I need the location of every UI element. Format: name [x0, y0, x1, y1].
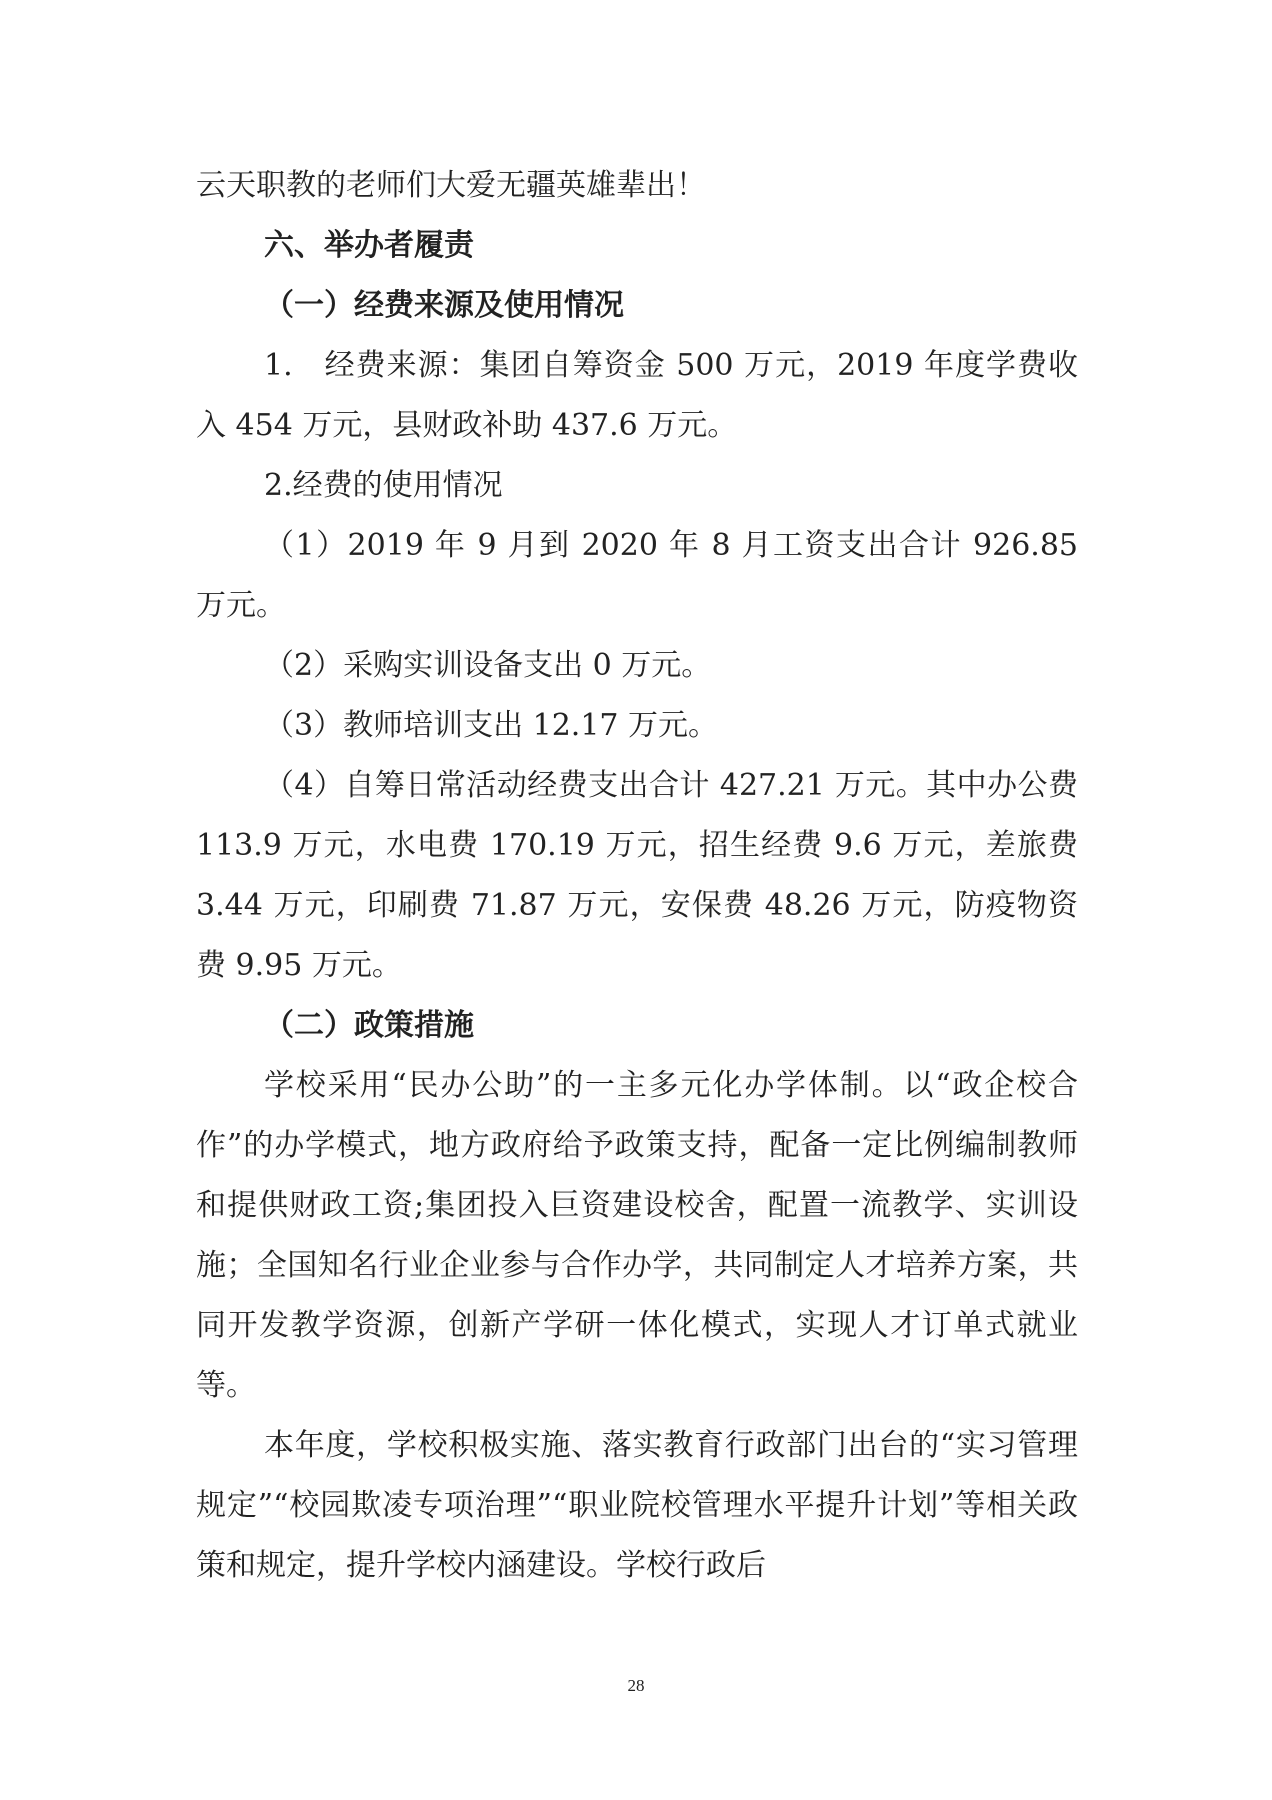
paragraph-policy-implementation: 本年度，学校积极实施、落实教育行政部门出台的“实习管理规定”“校园欺凌专项治理”“职业院校管理水平提升计划”等相关政策和规定，提升学校内涵建设。学校行政后 — [196, 1428, 1078, 1583]
page-number: 28 — [627, 1676, 645, 1695]
paragraph-salary-expense: （1）2019 年 9 月到 2020 年 8 月工资支出合计 926.85 万元。 — [196, 528, 1078, 623]
subsection-heading-funding: （一）经费来源及使用情况 — [264, 288, 624, 323]
paragraph-policy-system: 学校采用“民办公助”的一主多元化办学体制。以“政企校合作”的办学模式，地方政府给予政策支持，配备一定比例编制教师和提供财政工资;集团投入巨资建设校舍，配置一流教学、实训设施；全国知名行业企业参与合作办学，共同制定人才培养方案，共同开发教学资源，创新产学研一体化模式，实现人才订单式就业等。 — [196, 1068, 1078, 1403]
subsection-heading-policy: （二）政策措施 — [264, 1008, 474, 1043]
paragraph-continuation: 云天职教的老师们大爱无疆英雄辈出！ — [196, 168, 706, 203]
paragraph-daily-expense: （4）自筹日常活动经费支出合计 427.21 万元。其中办公费 113.9 万元，水电费 170.19 万元，招生经费 9.6 万元，差旅费 3.44 万元，印刷费 71.87 万元，安保费 48.26 万元，防疫物资费 9.95 万元。 — [196, 768, 1078, 983]
paragraph-funding-source: 1. 经费来源：集团自筹资金 500 万元，2019 年度学费收入 454 万元，县财政补助 437.6 万元。 — [196, 348, 1078, 443]
paragraph-funding-usage-title: 2.经费的使用情况 — [264, 468, 503, 503]
section-heading: 六、举办者履责 — [264, 228, 474, 263]
paragraph-equipment-expense: （2）采购实训设备支出 0 万元。 — [264, 648, 712, 683]
body-text — [196, 156, 1078, 1596]
paragraph-training-expense: （3）教师培训支出 12.17 万元。 — [264, 708, 719, 743]
